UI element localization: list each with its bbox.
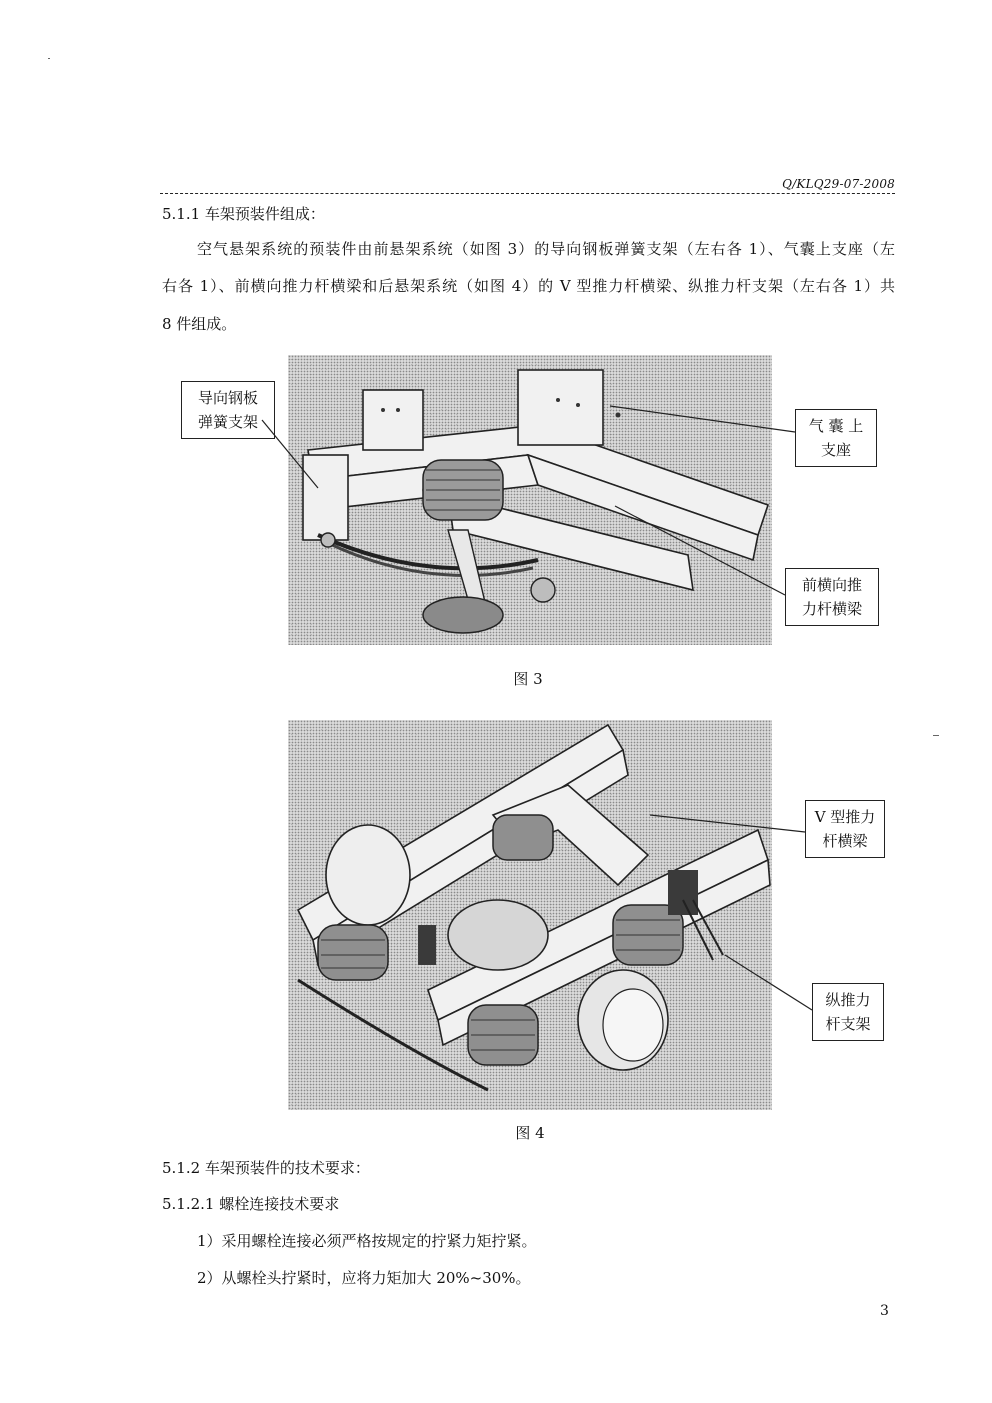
- callout-leaf-spring-bracket: [181, 381, 275, 439]
- callout-line: V 型推力: [814, 808, 876, 826]
- callout-front-rod-beam: [785, 568, 879, 626]
- scan-speck: [933, 735, 939, 736]
- section-heading-5-1-2: 5.1.2 车架预装件的技术要求：: [162, 1159, 370, 1177]
- figure-4-image: [288, 720, 772, 1110]
- paragraph-line-3: 8 件组成。: [162, 315, 237, 333]
- callout-line: 弹簧支架: [197, 413, 258, 431]
- requirement-item-1: 1）采用螺栓连接必须严格按规定的拧紧力矩拧紧。: [197, 1232, 537, 1250]
- front-suspension-drawing: [288, 355, 772, 645]
- callout-v-rod-beam: [805, 800, 885, 858]
- callout-line: 力杆横梁: [801, 600, 862, 618]
- paragraph-line-1: 空气悬架系统的预装件由前悬架系统（如图 3）的导向钢板弹簧支架（左右各 1）、气囊上支座（左: [197, 240, 895, 258]
- figure-4-caption: 图 4: [515, 1124, 545, 1142]
- paragraph-line-2: 右各 1）、前横向推力杆横梁和后悬架系统（如图 4）的 V 型推力杆横梁、纵推力杆支架（左右各 1）共: [162, 277, 895, 295]
- section-heading-5-1-1: 5.1.1 车架预装件组成：: [162, 205, 325, 223]
- callout-line: 气 囊 上: [808, 417, 864, 435]
- callout-airbag-seat: [795, 409, 877, 467]
- callout-line: 杆横梁: [822, 832, 868, 850]
- callout-line: 杆支架: [825, 1015, 871, 1033]
- subsection-heading-5-1-2-1: 5.1.2.1 螺栓连接技术要求: [162, 1195, 340, 1213]
- callout-long-rod-bracket: [812, 983, 884, 1041]
- figure-3-image: [288, 355, 772, 645]
- callout-line: 纵推力: [825, 991, 871, 1009]
- callout-line: 支座: [820, 441, 851, 459]
- figure-3-caption: 图 3: [513, 670, 543, 688]
- scan-speck: [48, 58, 50, 59]
- requirement-item-2: 2）从螺栓头拧紧时，应将力矩加大 20%~30%。: [197, 1269, 531, 1287]
- document-code: Q/KLQ29-07-2008: [782, 177, 895, 191]
- page-number: 3: [880, 1303, 889, 1319]
- callout-line: 导向钢板: [197, 389, 258, 407]
- rear-suspension-drawing: [288, 720, 772, 1110]
- callout-line: 前横向推: [801, 576, 862, 594]
- header-rule: [160, 193, 895, 194]
